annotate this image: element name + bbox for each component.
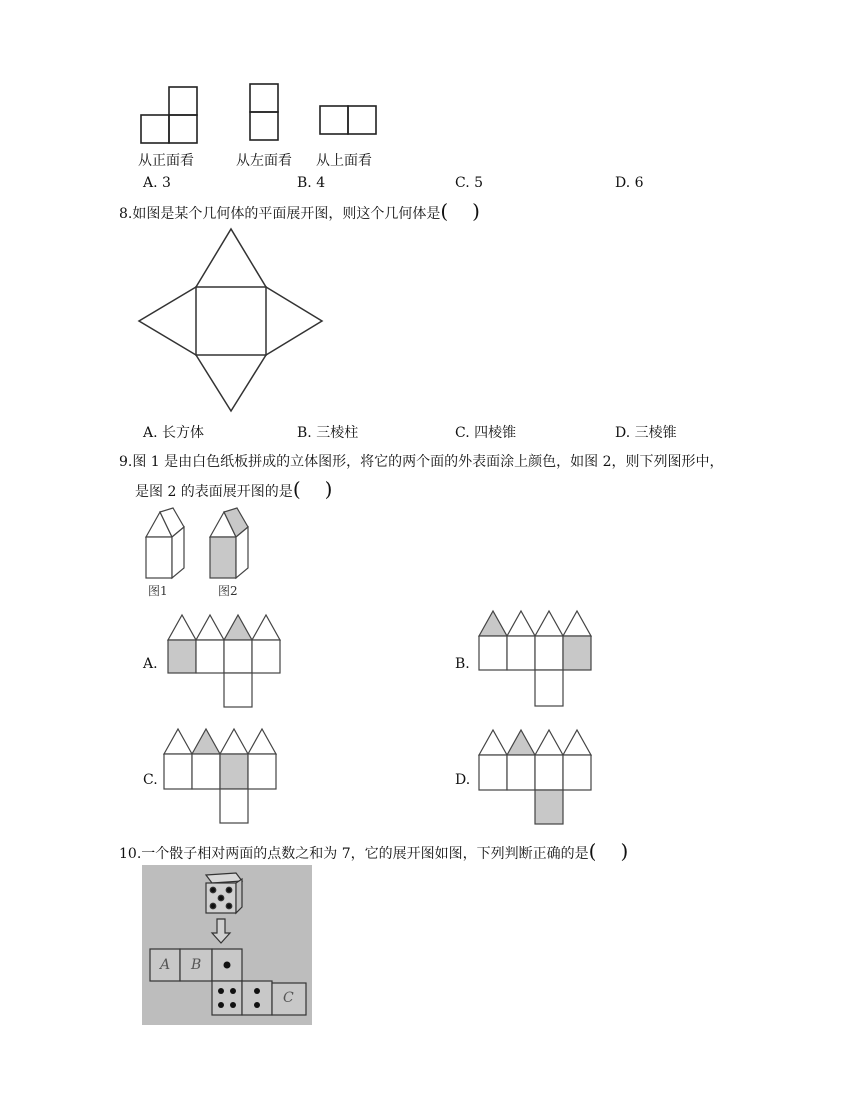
dice-face-a: A <box>160 957 171 973</box>
q8-option-a[interactable]: A. 长方体 <box>143 425 205 441</box>
q9-line2: 是图 2 的表面展开图的是 <box>135 484 293 500</box>
dice-net-photo <box>142 865 312 1025</box>
q8-paren-close: ) <box>472 199 480 223</box>
q10-paren-open: ( <box>588 839 597 863</box>
q8-text: 如图是某个几何体的平面展开图，则这个几何体是 <box>132 206 441 222</box>
q7-option-a[interactable]: A. 3 <box>143 175 171 191</box>
q9-number: 9. <box>119 454 133 470</box>
dice-face-b: B <box>191 957 202 973</box>
q8-number: 8. <box>119 206 133 222</box>
q9-option-a-label[interactable]: A. <box>143 656 158 672</box>
q9-option-d-label[interactable]: D. <box>455 772 471 788</box>
q10-text: 一个骰子相对两面的点数之和为 7，它的展开图如图，下列判断正确的是 <box>141 846 589 862</box>
q9-line1: 图 1 是由白色纸板拼成的立体图形，将它的两个面的外表面涂上颜色，如图 2，则下列图形中， <box>132 454 724 470</box>
q10-number: 10. <box>119 846 142 862</box>
q10-stem <box>119 841 628 864</box>
q9-paren-close: ) <box>324 477 333 501</box>
q8-option-d[interactable]: D. 三棱锥 <box>615 425 677 441</box>
q10-paren-close: ) <box>620 839 629 863</box>
q9-fig1-label: 图1 <box>148 584 168 598</box>
q8-paren-open: ( <box>440 199 449 223</box>
front-view-label: 从正面看 <box>138 153 194 169</box>
q8-option-c[interactable]: C. 四棱锥 <box>455 425 517 441</box>
q8-option-b[interactable]: B. 三棱柱 <box>297 425 359 441</box>
q9-fig2-label: 图2 <box>218 584 238 598</box>
q9-option-c-label[interactable]: C. <box>143 772 158 788</box>
q9-option-b-label[interactable]: B. <box>455 656 470 672</box>
dice-face-c: C <box>283 990 294 1006</box>
q7-option-b[interactable]: B. 4 <box>297 175 326 191</box>
top-view-label: 从上面看 <box>316 153 372 169</box>
q7-option-d[interactable]: D. 6 <box>615 175 644 191</box>
left-view-label: 从左面看 <box>236 153 292 169</box>
q9-paren-open: ( <box>292 477 301 501</box>
q7-option-c[interactable]: C. 5 <box>455 175 484 191</box>
